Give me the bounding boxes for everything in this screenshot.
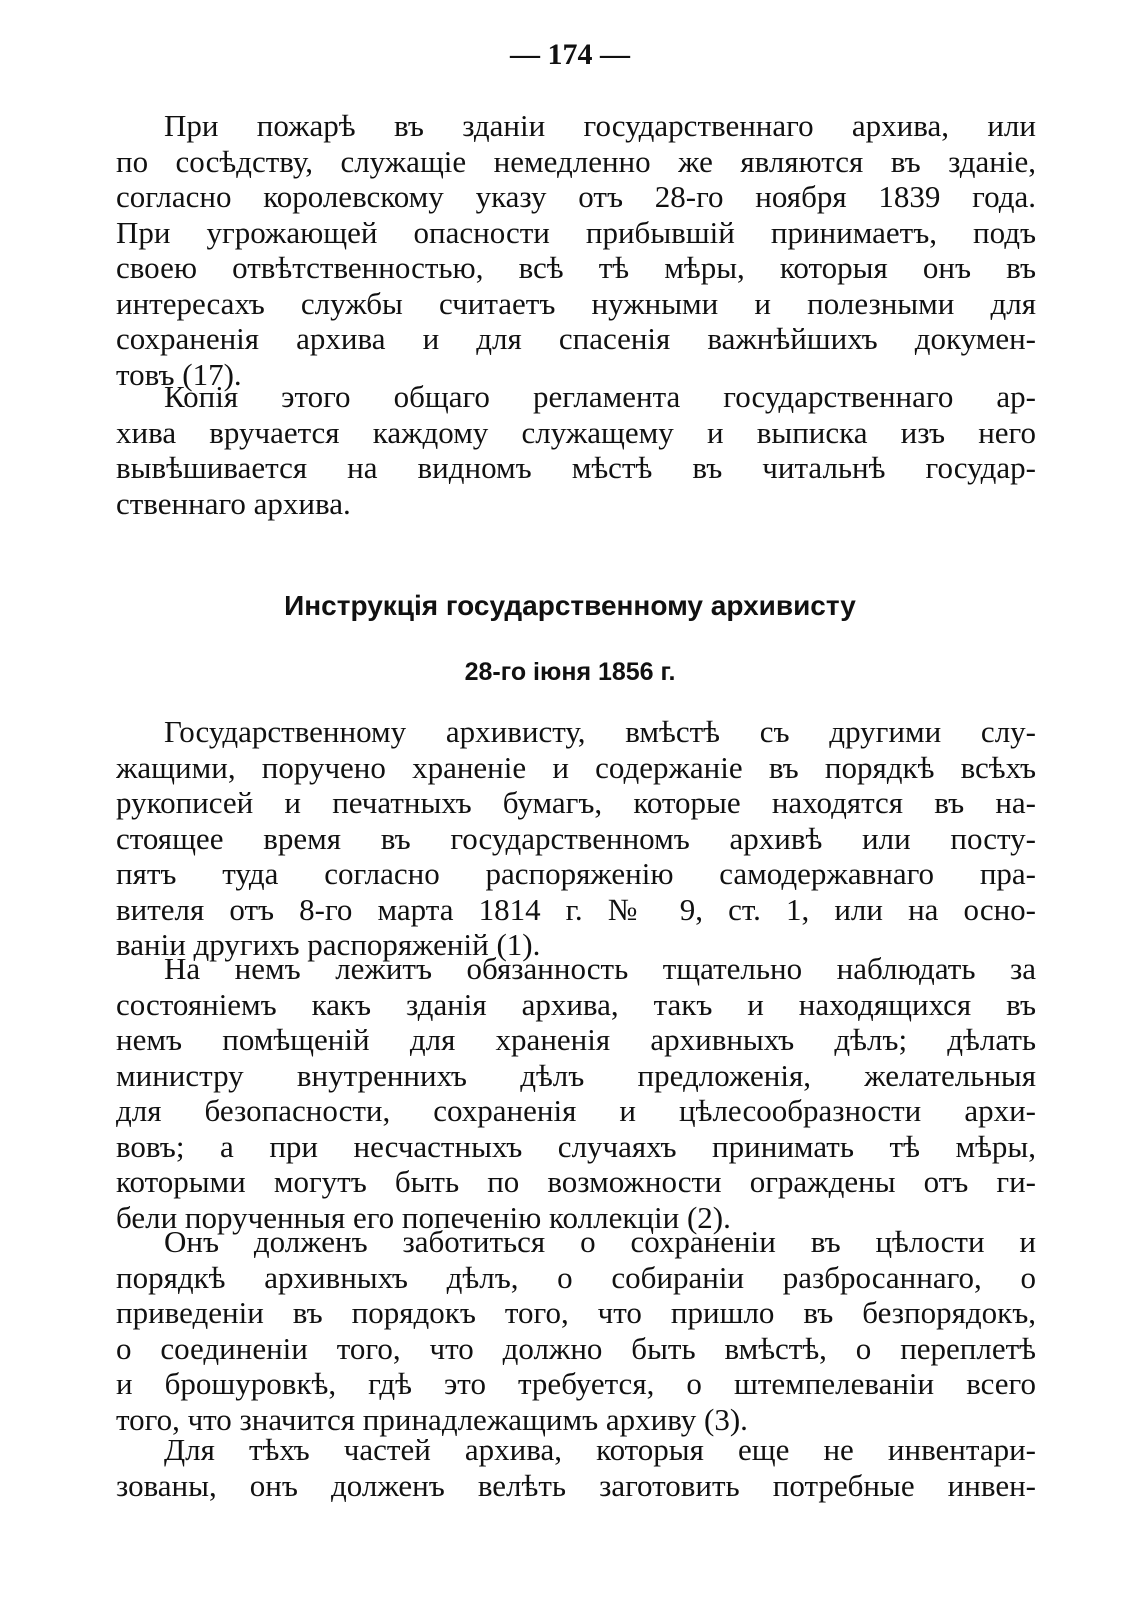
text-line: Для тѣхъ частей архива, которыя еще не инвентари- [164,1432,1036,1467]
text-line: для безопасности, сохраненія и цѣлесообразности архи- [116,1093,1036,1128]
section-date: 28-го іюня 1856 г. [464,658,676,686]
text-line: того, что значится принадлежащимъ архиву (3). [116,1401,748,1437]
text-line: Государственному архивисту, вмѣстѣ съ другими слу- [164,714,1036,749]
text-line: которыми могутъ быть по возможности ограждены отъ ги- [116,1164,1036,1199]
text-line: вовъ; а при несчастныхъ случаяхъ принимать тѣ мѣры, [116,1128,1036,1164]
text-line: хива вручается каждому служащему и выписка изъ него [116,414,1036,450]
text-line: бели порученныя его попеченію коллекціи (2). [116,1199,731,1235]
text-line: пятъ туда согласно распоряженію самодержавнаго пра- [116,856,1036,891]
text-line: ваніи другихъ распоряженій (1). [116,927,541,962]
text-line: Копія этого общаго регламента государственнаго ар- [164,379,1036,414]
text-line: На немъ лежитъ обязанность тщательно наблюдать за [164,951,1036,986]
text-line: вителя отъ 8-го марта 1814 г. № 9, ст. 1, или на осно- [116,891,1036,927]
text-line: товъ (17). [116,356,242,392]
text-line: сохраненія архива и для спасенія важнѣйшихъ докумен- [116,321,1036,356]
text-line: стоящее время въ государственномъ архивѣ или посту- [116,820,1036,856]
paragraph-building-care [116,951,1036,1235]
text-line: по сосѣдству, служащіе немедленно же являются въ зданіе, [116,143,1036,179]
paragraph-records-order [116,1224,1036,1437]
text-line: рукописей и печатныхъ бумагъ, которые находятся въ на- [116,785,1036,820]
text-line: При пожарѣ въ зданіи государственнаго архива, или [164,108,1036,143]
text-line: Онъ долженъ заботиться о сохраненіи въ цѣлости и [164,1224,1036,1259]
paragraph-archivist-duties [116,714,1036,963]
paragraph-inventory [116,1432,1036,1503]
text-line: состояніемъ какъ зданія архива, такъ и находящихся въ [116,986,1036,1022]
text-line: немъ помѣщеній для храненія архивныхъ дѣлъ; дѣлать [116,1022,1036,1057]
text-line: порядкѣ архивныхъ дѣлъ, о собираніи разбросаннаго, о [116,1259,1036,1295]
text-line: о соединеніи того, что должно быть вмѣстѣ, о переплетѣ [116,1330,1036,1366]
paragraph-regulation-copy [116,379,1036,521]
text-line: При угрожающей опасности прибывшій принимаетъ, подъ [116,214,1036,250]
text-line: вывѣшивается на видномъ мѣстѣ въ читальнѣ государ- [116,450,1036,485]
text-line: жащими, поручено храненіе и содержаніе въ порядкѣ всѣхъ [116,749,1036,785]
text-line: зованы, онъ долженъ велѣть заготовить потребные инвен- [116,1467,1036,1503]
text-line: интересахъ службы считаетъ нужными и полезными для [116,285,1036,321]
paragraph-fire-procedure [116,108,1036,392]
text-line: и брошуровкѣ, гдѣ это требуется, о штемпелеваніи всего [116,1366,1036,1401]
text-line: своею отвѣтственностью, всѣ тѣ мѣры, которыя онъ въ [116,250,1036,285]
text-line: ственнаго архива. [116,485,351,521]
section-title: Инструкція государственному архивисту [284,590,856,621]
text-line: министру внутреннихъ дѣлъ предложенія, желательныя [116,1057,1036,1093]
text-line: приведеніи въ порядокъ того, что пришло въ безпорядокъ, [116,1295,1036,1330]
page-number: — 174 — [510,38,630,71]
text-line: согласно королевскому указу отъ 28-го ноября 1839 года. [116,179,1036,214]
